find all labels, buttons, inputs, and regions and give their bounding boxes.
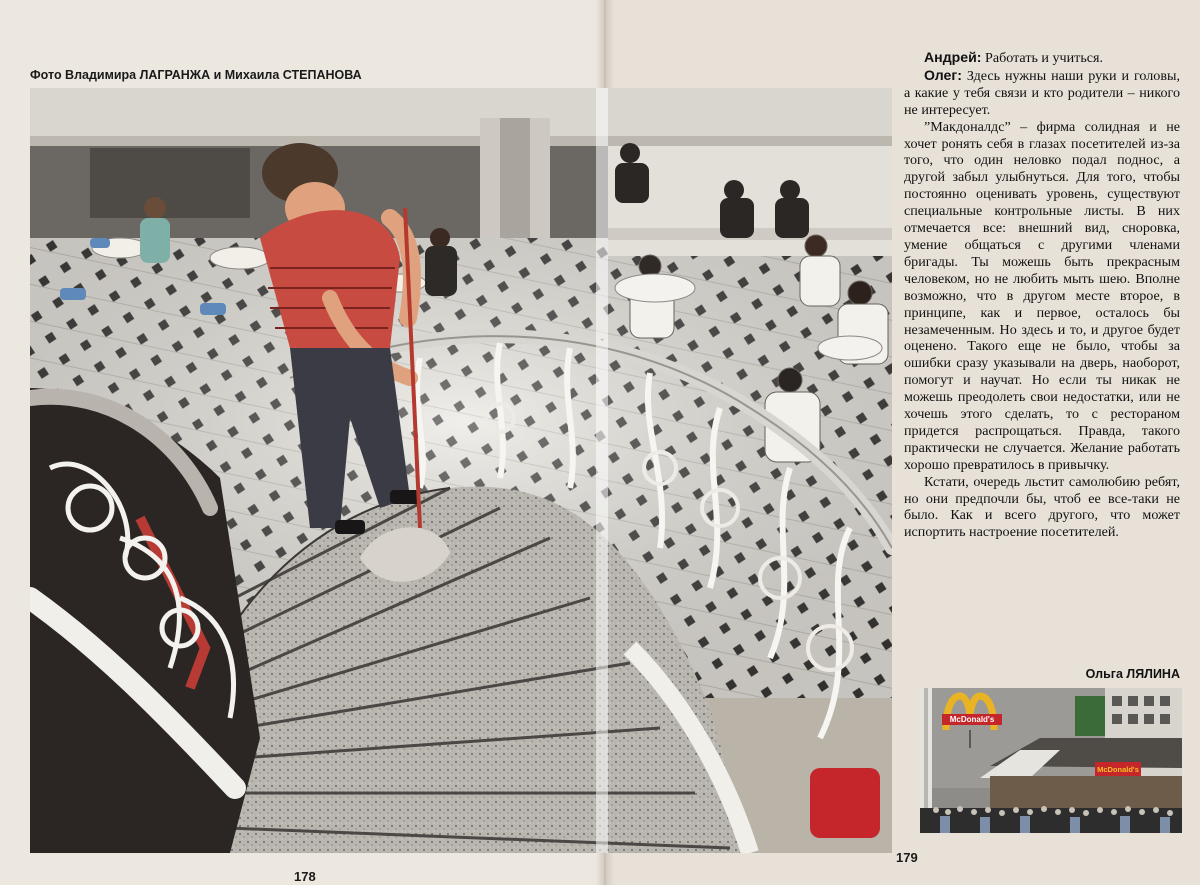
page-number-right: 179 [896, 850, 918, 865]
paragraph-text: Здесь нужны наши руки и головы, а какие у тебя связи и кто родители – никого не интересует. [904, 67, 1180, 118]
sign-top-text: McDonald's [949, 715, 995, 724]
article-text-column [904, 49, 1180, 541]
staircase-photo [30, 88, 892, 853]
speaker-name: Олег: [924, 66, 962, 83]
speaker-name: Андрей: [924, 49, 982, 65]
paragraph [904, 49, 1180, 67]
page-number-left: 178 [294, 869, 316, 884]
staircase-photo-art [30, 88, 892, 853]
sign-bottom-text: McDonald's [1097, 765, 1139, 774]
paragraph-text: ”Макдоналдс” – фирма солидная и не хочет ронять себя в глазах посетителей из-за того, что один неловко подал поднос, а другой забыл улыбнуться. Для того, чтобы постоянно оценивать уровень, существуют специальные контрольные листы. В них отмечается все: внешний вид, сноровка, умение общаться с другими членами бригады. Ты можешь быть прекрасным человеком, но не любить мыть шею. Вполне возможно, что в другом месте второе, в принципе, как и первое, осталось бы незамеченным. Но здесь и то, и другое будет оценено. Такого еще не было, чтобы за ошибки сразу указывали на дверь, наоборот, помогут и научат. Но если ты никак не можешь преодолеть свои недостатки, или не хочешь этого сделать, то с рестораном придется распрощаться. Правда, такого практически не случается. Желание работать хорошо превратилось в привычку. [904, 118, 1180, 473]
paragraph [904, 474, 1180, 542]
storefront-photo-art [920, 688, 1182, 833]
storefront-photo [920, 688, 1182, 833]
paragraph [904, 119, 1180, 474]
paragraph [904, 67, 1180, 119]
photo-credit: Фото Владимира ЛАГРАНЖА и Михаила СТЕПАНОВА [30, 68, 362, 82]
paragraph-text: Кстати, очередь льстит самолюбию ребят, но они предпочли бы, чтоб ее все-таки не было. Как и всего другого, что может испортить настроение посетителей. [904, 473, 1180, 541]
author-byline: Ольга ЛЯЛИНА [1085, 667, 1180, 681]
paragraph-text: Работать и учиться. [981, 50, 1104, 66]
